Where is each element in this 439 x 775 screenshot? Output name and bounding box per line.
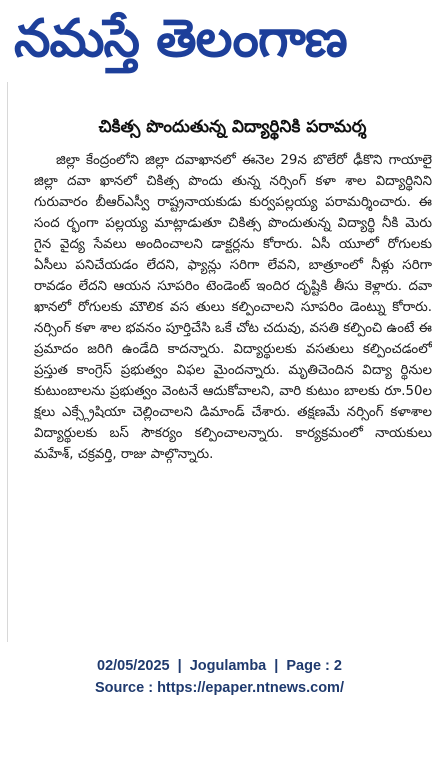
footer — [0, 650, 439, 775]
masthead-title: నమస్తే తెలంగాణ — [14, 8, 347, 69]
footer-meta — [0, 658, 439, 674]
source-label: Source : — [95, 680, 154, 696]
footer-edition: Jogulamba — [189, 658, 267, 674]
footer-separator: | — [274, 658, 279, 674]
column-divider — [7, 82, 8, 642]
article-paragraph: జిల్లా కేంద్రంలోని జిల్లా దవాఖానలో ఈనెల 29న బొలేరో ఢీకొని గాయాలై జిల్లా దవా ఖానలో చికిత్స పొందు తున్న నర్సింగ్ కళా శాల విద్యార్థినిని గురువారం బీఆర్ఎస్వీ రాష్ట్రనాయకుడు కుర్వపల్లయ్య పరామర్శించారు. ఈ సంద ర్భంగా పల్లయ్య మాట్లాడుతూ చికిత్స పొందుతున్న విద్యార్థి నీకి మెరు గైన వైద్య సేవలు అందించాలని డాక్టర్లను కోరారు. ఏసీ యూలో రోగులకు ఏసీలు పనిచేయడం లేదని, ఫ్యాన్లు సరిగా లేవని, బాత్రూంలో నీళ్లు సరిగా రావడం లేదని ఆయన సూపరిం టెండెంట్ ఇందిర దృష్టికి తీసు కెళ్లారు. దవా ఖానలో రోగులకు మౌలిక వస తులు కల్పించాలని సూపరిం డెంట్ను కోరారు. నర్సింగ్ కళా శాల భవనం పూర్తిచేసి ఒకే చోట చదువు, వసతి కల్పించి ఉంటే ఈ ప్రమాదం జరిగి ఉండేది కాదన్నారు. విద్యార్థులకు వసతులు కల్పించడంలో ప్రస్తుత కాంగ్రెస్ ప్రభుత్వం విఫల మైందన్నారు. మృతిచెందిన విద్యా ర్థినుల కుటుంబాలను ప్రభుత్వం వెంటనే ఆదుకోవాలని, వారి కుటుం బాలకు రూ.50ల క్షలు ఎక్స్గ్రేషియా చెల్లించాలని డిమాండ్ చేశారు. తక్షణమే నర్సింగ్ కళాశాల విద్యార్థులకు బస్ సౌకర్యం కల్పించాలన్నారు. కార్యక్రమంలో నాయకులు మహేశ్, చక్రవర్తి, రాజు పాల్గొన్నారు. — [34, 153, 432, 462]
article-body — [34, 150, 432, 650]
residual-text — [58, 84, 118, 98]
footer-page: Page : 2 — [286, 658, 342, 674]
article-headline: చికిత్స పొందుతున్న విద్యార్థినికి పరామర్శ — [98, 117, 367, 137]
footer-source — [0, 680, 439, 696]
footer-date: 02/05/2025 — [97, 658, 170, 674]
masthead — [0, 0, 439, 82]
source-link[interactable]: https://epaper.ntnews.com/ — [157, 680, 344, 696]
footer-separator: | — [177, 658, 182, 674]
